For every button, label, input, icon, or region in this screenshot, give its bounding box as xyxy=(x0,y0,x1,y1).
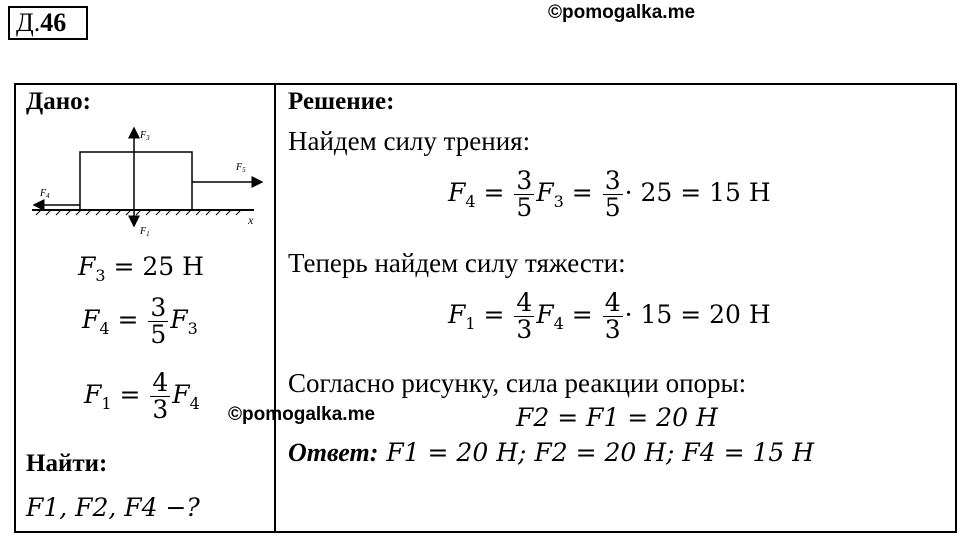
solution-eq1: $F_4$ = $\frac{3}{5}$ $F_3$ = $\frac{3}{5}$ · 25 = 15 Н xyxy=(448,166,771,222)
solution-heading: Решение: xyxy=(288,88,395,115)
solution-line1: Найдем силу трения: xyxy=(288,126,531,156)
solution-line3: Согласно рисунку, сила реакции опоры: xyxy=(288,368,747,398)
badge-prefix: Д. xyxy=(16,8,41,37)
given-f3: $F_3 = 25$ Н xyxy=(78,252,204,285)
column-divider xyxy=(274,83,276,533)
solution-eq3: F2 = F1 = 20 Н xyxy=(516,403,718,432)
solution-line2: Теперь найдем силу тяжести: xyxy=(288,248,626,278)
badge-number: 46 xyxy=(40,8,67,37)
label-f3: $F_3$ xyxy=(140,130,150,142)
watermark-top: ©pomogalka.me xyxy=(548,2,696,23)
label-f4: $F_4$ xyxy=(40,188,50,200)
solution-eq2: $F_1$ = $\frac{4}{3}$ $F_4$ = $\frac{4}{3}$ · 15 = 20 Н xyxy=(448,288,771,344)
problem-number-badge xyxy=(8,6,88,40)
given-f1: $F_1$ = $\frac{4}{3}$ $F_4$ xyxy=(84,368,200,424)
block xyxy=(80,152,192,210)
label-f5: $F_5$ xyxy=(236,162,246,174)
find-text: F1, F2, F4 −? xyxy=(26,493,200,522)
force-diagram xyxy=(28,122,268,240)
given-f4: $F_4$ = $\frac{3}{5}$ $F_3$ xyxy=(82,293,198,349)
label-x: x xyxy=(248,213,254,227)
given-heading: Дано: xyxy=(26,88,91,115)
watermark-middle: ©pomogalka.me xyxy=(228,404,376,425)
label-f1: $F_1$ xyxy=(140,226,150,238)
find-heading: Найти: xyxy=(26,450,108,477)
answer-text: F1 = 20 Н; F2 = 20 Н; F4 = 15 Н xyxy=(386,438,815,467)
answer-line xyxy=(288,438,814,468)
answer-label: Ответ: xyxy=(288,438,379,467)
